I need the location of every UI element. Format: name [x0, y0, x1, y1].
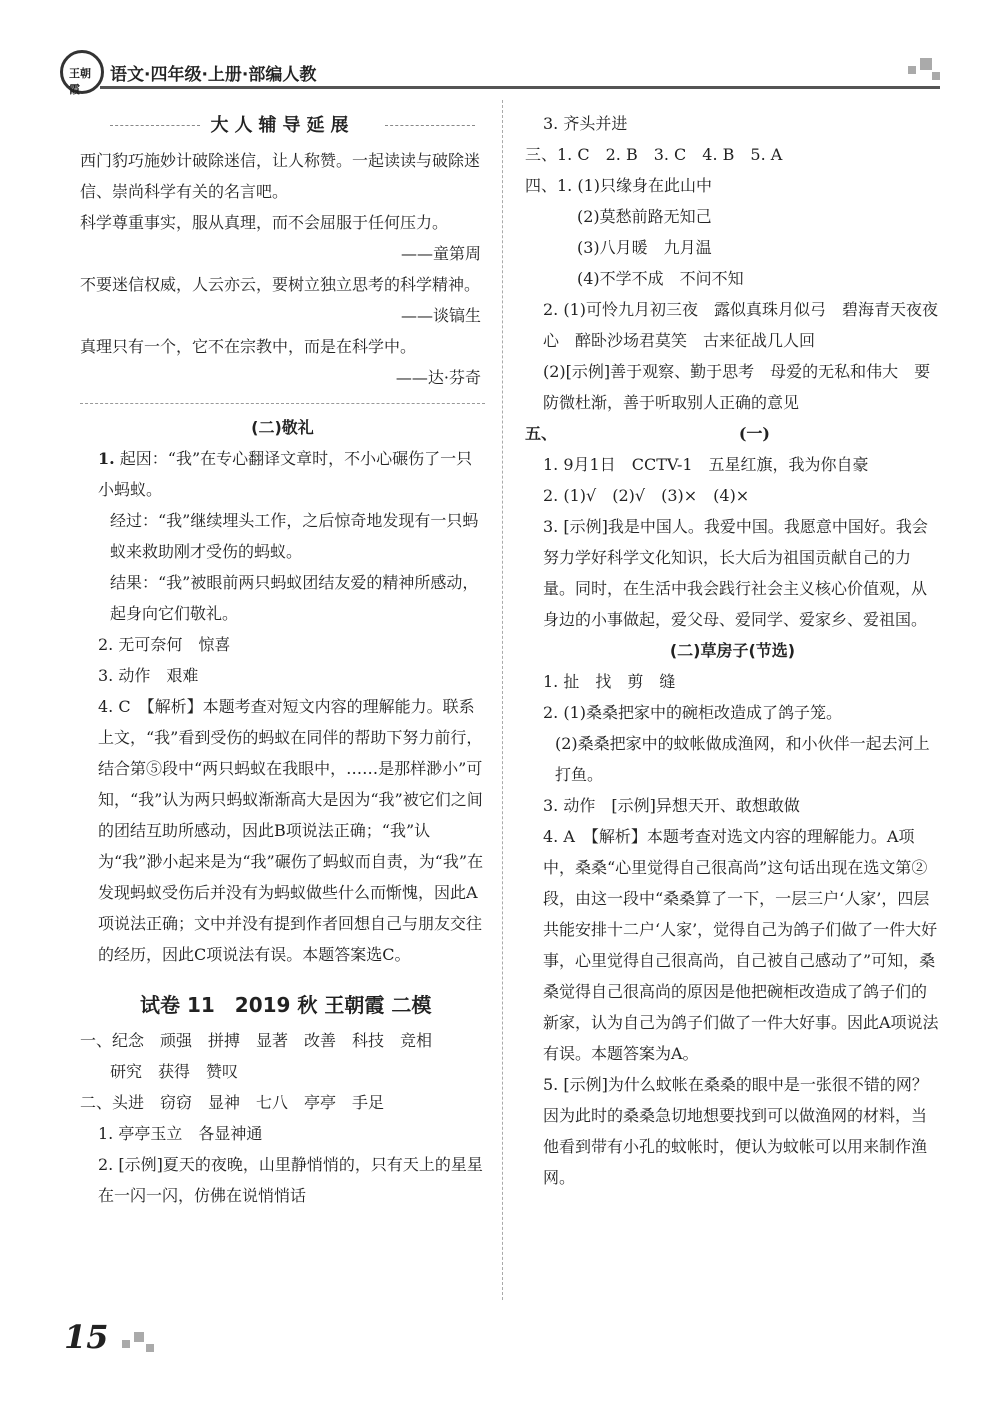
answer-item: 3. 动作 [示例]异想天开、敢想敢做 — [543, 796, 800, 815]
publisher-logo — [60, 50, 104, 94]
right-column — [525, 108, 944, 1193]
section-heading — [525, 418, 940, 449]
answer-item: 5. [示例]为什么蚊帐在桑桑的眼中是一张很不错的网？ 因为此时的桑桑急切地想要找到可以做渔网的材料，当他看到带有小孔的蚊帐时，便认为蚊帐可以用来制作渔网。 — [543, 1075, 944, 1187]
section-title: (二)敬礼 — [251, 418, 314, 437]
answer-item: 4. A 【解析】本题考查对选文内容的理解能力。A项中，桑桑“心里觉得自己很高尚”这句话出现在选文第②段，由这一段中“桑桑算了一下，一层三户‘人家’，四层共能安排十二户‘人家’，觉得自己为鸽子们做了一件大好事，心里觉得自己很高尚，自己被自己感动了”可知，桑桑觉得自己很高尚的原因是他把碗柜改造成了鸽子们的新家，认为自己为鸽子们做了一件大好事。因此A项说法有误。本题答案为A。 — [543, 827, 939, 1063]
answer-item: 2. (1)√ (2)√ (3)× (4)× — [543, 486, 750, 505]
decor-square — [908, 66, 916, 74]
answer-item: 1. 扯 找 剪 缝 — [543, 672, 676, 691]
dashed-separator — [80, 403, 485, 404]
answer-item — [80, 443, 485, 505]
decor-square — [920, 58, 932, 70]
answer-item: 2. (1)桑桑把家中的碗柜改造成了鸽子笼。 — [543, 703, 843, 722]
quote-text: 科学尊重事实，服从真理，而不会屈服于任何压力。 — [80, 213, 449, 232]
box-title: 大人辅导延展 — [80, 110, 485, 141]
decor-square — [122, 1340, 130, 1348]
answer-item: 3. 齐头并进 — [543, 114, 628, 133]
answer-item: 2. (1)可怜九月初三夜 露似真珠月似弓 碧海青天夜夜心 醉卧沙场君莫笑 古来征战几人回 — [543, 300, 939, 350]
quote-text: 不要迷信权威，人云亦云，要树立独立思考的科学精神。 — [80, 275, 481, 294]
header-title: 语文·四年级·上册·部编人教 — [110, 65, 317, 85]
answer-item: 3. 动作 艰难 — [98, 666, 199, 685]
exam-title: 试卷 11 2019 秋 王朝霞 二模 — [140, 993, 432, 1017]
page-number: 15 — [64, 1318, 109, 1356]
answer-text: 起因：“我”在专心翻译文章时，不小心碾伤了一只小蚂蚁。 — [98, 449, 473, 499]
answer-text: 研究 获得 赞叹 — [110, 1062, 239, 1081]
answer-text: (3)八月暖 九月温 — [577, 238, 712, 257]
decor-square — [146, 1344, 154, 1352]
answer-text: (2)桑桑把家中的蚊帐做成渔网，和小伙伴一起去河上打鱼。 — [555, 734, 930, 784]
answer-item: 2. [示例]夏天的夜晚，山里静悄悄的，只有天上的星星在一闪一闪，仿佛在说悄悄话 — [98, 1155, 483, 1205]
answer-item: 3. [示例]我是中国人。我爱中国。我愿意中国好。我会努力学好科学文化知识，长大后为祖国贡献自己的力量。同时，在生活中我会践行社会主义核心价值观，从身边的小事做起，爱父母、爱同学、爱家乡、爱祖国。 — [543, 517, 928, 629]
answer-text: 经过：“我”继续埋头工作，之后惊奇地发现有一只蚂蚁来救助刚才受伤的蚂蚁。 — [110, 511, 479, 561]
section-title: (二)草房子(节选) — [669, 641, 796, 660]
decor-square — [134, 1332, 144, 1342]
quote-text: 真理只有一个，它不在宗教中，而是在科学中。 — [80, 337, 417, 356]
answer-text: (2)莫愁前路无知己 — [577, 207, 712, 226]
column-divider — [502, 100, 503, 1300]
answer-item: 三、1. C 2. B 3. C 4. B 5. A — [525, 145, 783, 164]
decor-square — [932, 72, 940, 80]
answer-item: 二、头进 窃窃 显神 七八 亭亭 手足 — [80, 1093, 385, 1112]
section-label: 五、 — [525, 424, 558, 443]
answer-item: 4. C 【解析】本题考查对短文内容的理解能力。联系上文，“我”看到受伤的蚂蚁在同伴的帮助下努力前行，结合第⑤段中“两只蚂蚁在我眼中，……是那样渺小”可知，“我”认为两只蚂蚁渐渐高大是因为“我”被它们之间的团结互助所感动，因此B项说法正确；“我”认为“我”渺小起来是为“我”碾伤了蚂蚁而自责，为“我”在发现蚂蚁受伤后并没有为蚂蚁做些什么而惭愧，因此A项说法正确；文中并没有提到作者回想自己与朋友交往的经历，因此C项说法有误。本题答案选C。 — [98, 697, 484, 964]
left-column — [80, 108, 485, 1211]
answer-item: 1. 亭亭玉立 各显神通 — [98, 1124, 263, 1143]
quote-author: ——谈镐生 — [400, 306, 481, 325]
quote-author: ——童第周 — [400, 244, 481, 263]
answer-item: 一、纪念 顽强 拼搏 显著 改善 科技 竞相 — [80, 1031, 433, 1050]
intro-text: 西门豹巧施妙计破除迷信，让人称赞。一起读读与破除迷信、崇尚科学有关的名言吧。 — [80, 151, 481, 201]
page-header — [60, 50, 940, 98]
answer-item: 四、1. (1)只缘身在此山中 — [525, 176, 713, 195]
quote-author: ——达·芬奇 — [395, 368, 481, 387]
section-subtitle: (一) — [738, 424, 770, 443]
answer-text: 结果：“我”被眼前两只蚂蚁团结友爱的精神所感动，起身向它们敬礼。 — [110, 573, 479, 623]
answer-item: (2)[示例]善于观察、勤于思考 母爱的无私和伟大 要防微杜渐，善于听取别人正确的意见 — [543, 362, 931, 412]
item-number: 1. — [98, 449, 115, 468]
answer-item: 2. 无可奈何 惊喜 — [98, 635, 231, 654]
answer-text: (4)不学不成 不问不知 — [577, 269, 744, 288]
logo-text: 王朝霞 — [69, 67, 91, 96]
answer-item: 1. 9月1日 CCTV-1 五星红旗，我为你自豪 — [543, 455, 869, 474]
